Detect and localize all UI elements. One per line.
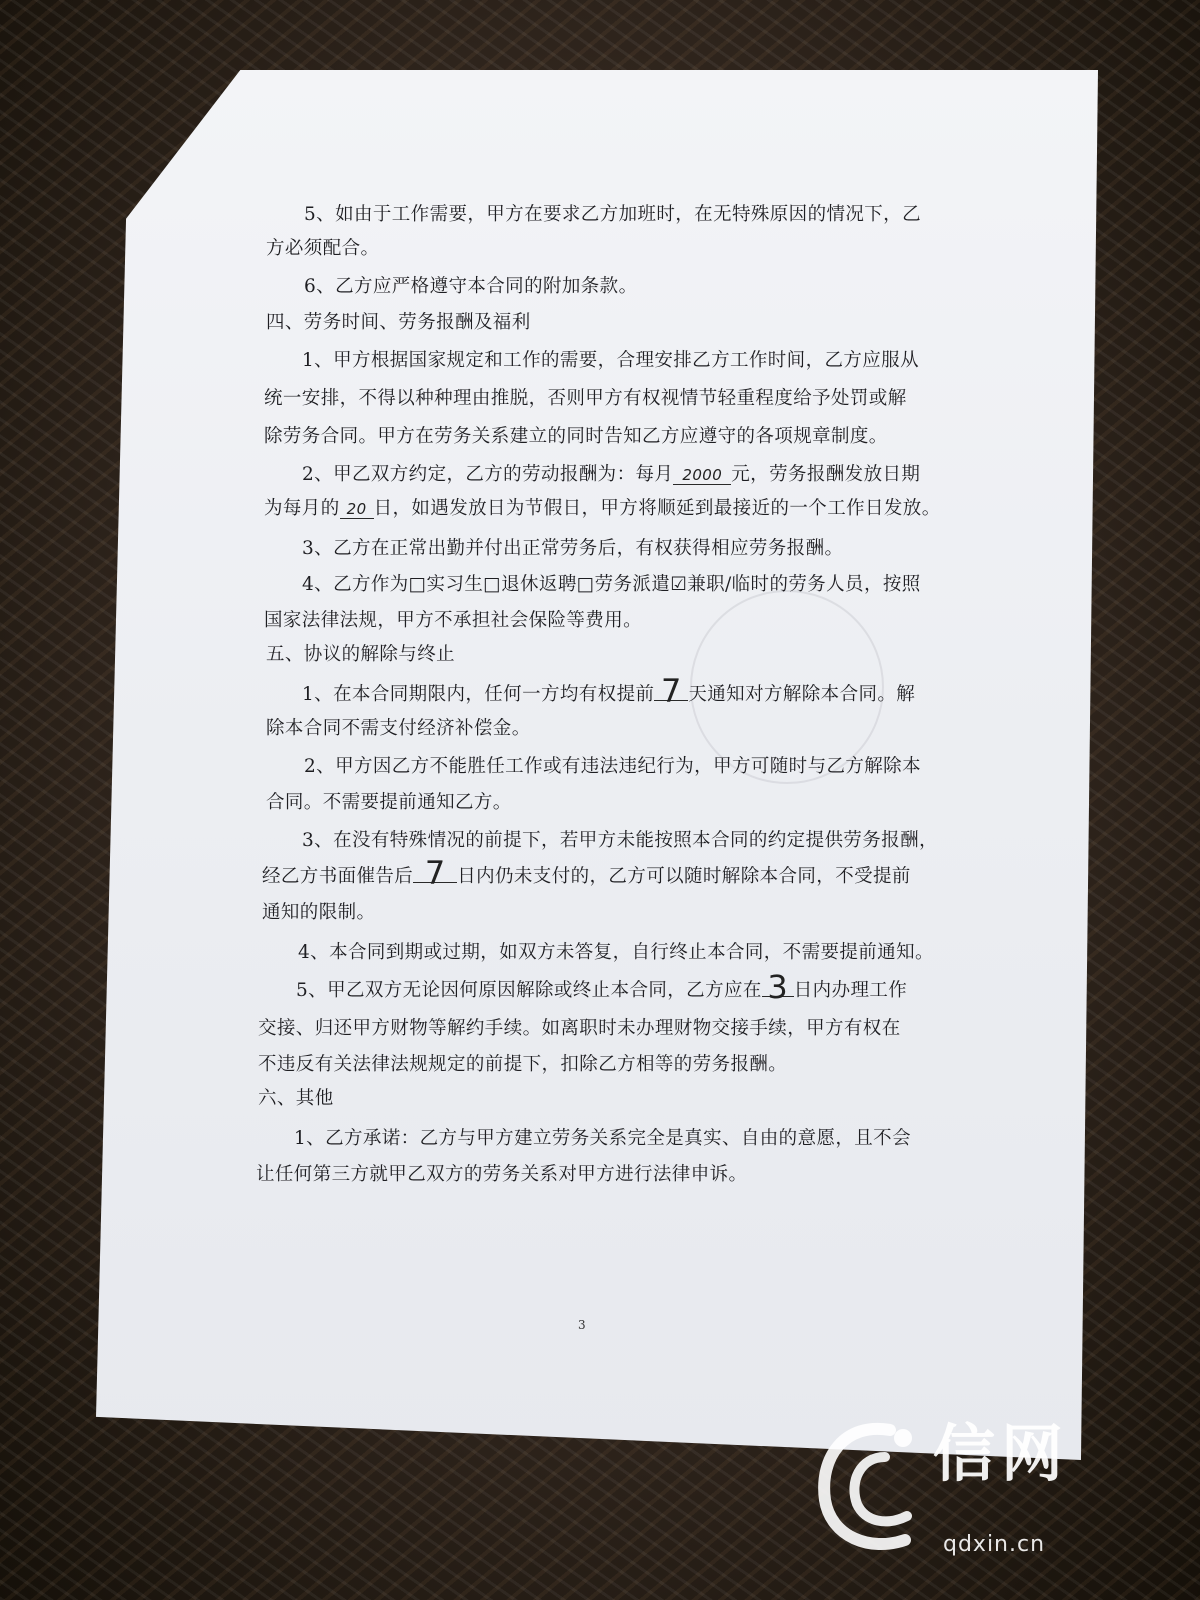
checkbox-checked-icon: ☑	[670, 574, 688, 595]
clause-4-2-text-c: 为每月的	[264, 498, 340, 519]
clause-3-5-line-2: 方必须配合。	[266, 238, 380, 259]
handwritten-salary: 2000	[673, 466, 731, 485]
clause-4-1-line-1: 1、甲方根据国家规定和工作的需要，合理安排乙方工作时间，乙方应服从	[302, 350, 919, 371]
watermark-url: qdxin.cn	[943, 1532, 1046, 1557]
clause-5-5-text-b: 日内办理工作	[793, 980, 908, 1001]
clause-4-4-line-2: 国家法律法规，甲方不承担社会保险等费用。	[264, 610, 643, 631]
watermark-name: 信网	[933, 1417, 1070, 1490]
clause-5-4: 4、本合同到期或过期，如双方未答复，自行终止本合同，不需要提前通知。	[298, 942, 934, 963]
clause-4-2-text-d: 日，如遇发放日为节假日，甲方将顺延到最接近的一个工作日发放。	[373, 498, 941, 519]
clause-4-2-line-1	[302, 460, 920, 486]
clause-3-6: 6、乙方应严格遵守本合同的附加条款。	[304, 276, 638, 297]
clause-5-5-line-2: 交接、归还甲方财物等解约手续。如离职时未办理财物交接手续，甲方有权在	[258, 1018, 901, 1039]
clause-4-3: 3、乙方在正常出勤并付出正常劳务后，有权获得相应劳务报酬。	[302, 538, 844, 559]
clause-4-1-line-2: 统一安排，不得以种种理由推脱，否则甲方有权视情节轻重程度给予处罚或解	[264, 388, 907, 409]
clause-5-2-line-1: 2、甲方因乙方不能胜任工作或有违法违纪行为，甲方可随时与乙方解除本	[304, 756, 921, 777]
clause-5-3-text-b: 日内仍未支付的，乙方可以随时解除本合同，不受提前	[457, 866, 911, 887]
clause-3-5-line-1: 5、如由于工作需要，甲方在要求乙方加班时，在无特殊原因的情况下，乙	[304, 204, 921, 225]
clause-4-2-text-a: 2、甲乙双方约定，乙方的劳动报酬为：每月	[302, 464, 674, 485]
clause-5-5-text-a: 5、甲乙双方无论因何原因解除或终止本合同，乙方应在	[296, 980, 762, 1001]
clause-5-1-text-b: 天通知对方解除本合同。解	[688, 684, 916, 705]
clause-5-5-line-3: 不违反有关法律法规规定的前提下，扣除乙方相等的劳务报酬。	[258, 1054, 788, 1075]
clause-4-4-text: 兼职/临时的劳务人员，按照	[687, 574, 921, 595]
section-4-heading: 四、劳务时间、劳务报酬及福利	[266, 312, 531, 333]
clause-5-3-line-2	[262, 854, 911, 892]
clause-5-3-line-1: 3、在没有特殊情况的前提下，若甲方未能按照本合同的约定提供劳务报酬，	[302, 830, 938, 851]
clause-6-1-line-1: 1、乙方承诺：乙方与甲方建立劳务关系完全是真实、自由的意愿，且不会	[294, 1128, 911, 1149]
handwritten-handover-days: 3	[762, 978, 794, 997]
clause-6-1-line-2: 让任何第三方就甲乙双方的劳务关系对甲方进行法律申诉。	[256, 1164, 748, 1185]
handwritten-pay-day: 20	[340, 500, 374, 519]
handwritten-payment-days: 7	[413, 864, 457, 883]
clause-5-1-line-2: 除本合同不需支付经济补偿金。	[266, 718, 531, 739]
clause-4-4-options: 4、乙方作为□实习生□退休返聘□劳务派遣	[302, 574, 671, 595]
watermark	[815, 1412, 1195, 1592]
clause-5-3-text-a: 经乙方书面催告后	[262, 866, 414, 887]
clause-5-5-line-1	[296, 968, 908, 1006]
section-6-heading: 六、其他	[258, 1088, 334, 1109]
handwritten-notice-days: 7	[654, 682, 688, 701]
section-5-heading: 五、协议的解除与终止	[266, 644, 456, 665]
clause-4-2-text-b: 元，劳务报酬发放日期	[731, 464, 921, 485]
clause-4-4-line-1	[302, 570, 921, 596]
page-number: 3	[578, 1318, 586, 1332]
qdxin-logo-icon	[815, 1412, 935, 1562]
clause-5-2-line-2: 合同。不需要提前通知乙方。	[266, 792, 512, 813]
clause-5-1-line-1	[302, 672, 916, 710]
clause-5-3-line-3: 通知的限制。	[262, 902, 376, 923]
clause-4-2-line-2	[264, 494, 941, 520]
clause-4-1-line-3: 除劳务合同。甲方在劳务关系建立的同时告知乙方应遵守的各项规章制度。	[264, 426, 888, 447]
clause-5-1-text-a: 1、在本合同期限内，任何一方均有权提前	[302, 684, 655, 705]
